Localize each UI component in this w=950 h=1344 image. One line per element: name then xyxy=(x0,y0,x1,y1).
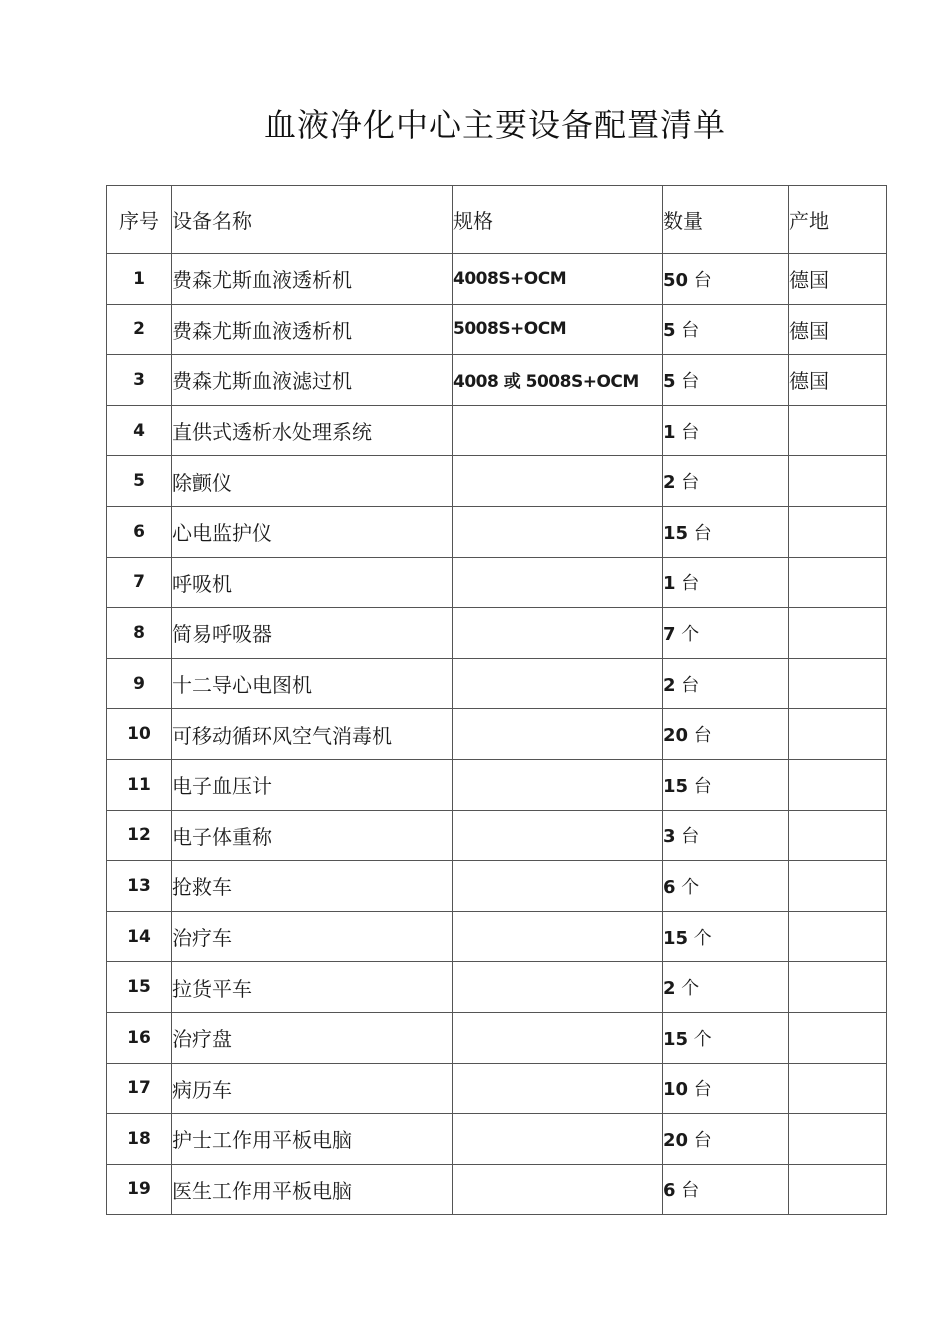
qty-unit: 台 xyxy=(693,1079,712,1101)
table-row xyxy=(107,709,887,760)
cell-qty xyxy=(663,810,789,861)
cell-qty xyxy=(663,355,789,406)
cell-name: 病历车 xyxy=(172,1063,453,1114)
cell-origin xyxy=(789,709,887,760)
cell-no: 5 xyxy=(107,456,172,507)
qty-unit: 台 xyxy=(681,370,700,392)
qty-number: 6 xyxy=(663,876,676,898)
cell-name: 抢救车 xyxy=(172,861,453,912)
cell-name: 拉货平车 xyxy=(172,962,453,1013)
cell-no: 13 xyxy=(107,861,172,912)
qty-unit: 台 xyxy=(681,320,700,342)
cell-name: 治疗盘 xyxy=(172,1012,453,1063)
cell-spec xyxy=(453,658,663,709)
table-row xyxy=(107,456,887,507)
cell-origin xyxy=(789,658,887,709)
cell-origin xyxy=(789,506,887,557)
cell-qty xyxy=(663,911,789,962)
qty-unit: 台 xyxy=(681,472,700,494)
table-body xyxy=(107,254,887,1215)
cell-origin xyxy=(789,557,887,608)
cell-spec xyxy=(453,1164,663,1215)
cell-name: 心电监护仪 xyxy=(172,506,453,557)
table-row xyxy=(107,405,887,456)
cell-name: 直供式透析水处理系统 xyxy=(172,405,453,456)
cell-origin xyxy=(789,759,887,810)
cell-origin: 德国 xyxy=(789,304,887,355)
table-row xyxy=(107,304,887,355)
cell-qty xyxy=(663,1164,789,1215)
table-row xyxy=(107,1063,887,1114)
qty-number: 6 xyxy=(663,1180,676,1202)
cell-name: 费森尤斯血液透析机 xyxy=(172,254,453,305)
cell-no: 8 xyxy=(107,608,172,659)
cell-name: 费森尤斯血液透析机 xyxy=(172,304,453,355)
table-row xyxy=(107,1012,887,1063)
header-name: 设备名称 xyxy=(172,186,453,254)
cell-no: 10 xyxy=(107,709,172,760)
cell-origin xyxy=(789,861,887,912)
qty-number: 15 xyxy=(663,775,689,797)
cell-qty xyxy=(663,405,789,456)
qty-number: 1 xyxy=(663,421,676,443)
cell-name: 医生工作用平板电脑 xyxy=(172,1164,453,1215)
cell-origin: 德国 xyxy=(789,254,887,305)
qty-unit: 台 xyxy=(681,1180,700,1202)
qty-unit: 台 xyxy=(693,269,712,291)
cell-spec xyxy=(453,456,663,507)
qty-number: 15 xyxy=(663,1028,689,1050)
qty-unit: 个 xyxy=(681,623,700,645)
cell-origin xyxy=(789,456,887,507)
cell-spec: 4008S+OCM xyxy=(453,254,663,305)
table-row xyxy=(107,557,887,608)
qty-unit: 台 xyxy=(681,826,700,848)
cell-origin xyxy=(789,608,887,659)
cell-no: 19 xyxy=(107,1164,172,1215)
qty-number: 5 xyxy=(663,320,676,342)
qty-unit: 台 xyxy=(693,775,712,797)
cell-spec xyxy=(453,1012,663,1063)
cell-spec xyxy=(453,1063,663,1114)
table-row xyxy=(107,658,887,709)
cell-spec xyxy=(453,405,663,456)
cell-qty xyxy=(663,557,789,608)
header-origin: 产地 xyxy=(789,186,887,254)
cell-spec xyxy=(453,810,663,861)
cell-no: 7 xyxy=(107,557,172,608)
qty-number: 5 xyxy=(663,370,676,392)
cell-qty xyxy=(663,962,789,1013)
cell-origin xyxy=(789,1164,887,1215)
cell-qty xyxy=(663,1114,789,1165)
header-no: 序号 xyxy=(107,186,172,254)
table-row xyxy=(107,810,887,861)
cell-origin xyxy=(789,962,887,1013)
cell-qty xyxy=(663,658,789,709)
header-qty: 数量 xyxy=(663,186,789,254)
qty-number: 20 xyxy=(663,1129,689,1151)
qty-unit: 个 xyxy=(693,927,712,949)
cell-spec xyxy=(453,1114,663,1165)
qty-number: 2 xyxy=(663,978,676,1000)
cell-origin xyxy=(789,810,887,861)
cell-spec xyxy=(453,759,663,810)
cell-no: 1 xyxy=(107,254,172,305)
qty-number: 7 xyxy=(663,623,676,645)
cell-name: 十二导心电图机 xyxy=(172,658,453,709)
cell-no: 6 xyxy=(107,506,172,557)
cell-name: 电子体重称 xyxy=(172,810,453,861)
cell-origin xyxy=(789,1012,887,1063)
cell-origin xyxy=(789,1063,887,1114)
cell-no: 18 xyxy=(107,1114,172,1165)
cell-qty xyxy=(663,759,789,810)
qty-unit: 台 xyxy=(693,522,712,544)
cell-spec: 4008 或 5008S+OCM xyxy=(453,355,663,406)
table-row xyxy=(107,759,887,810)
qty-number: 50 xyxy=(663,269,689,291)
cell-qty xyxy=(663,456,789,507)
qty-unit: 台 xyxy=(693,1129,712,1151)
cell-origin: 德国 xyxy=(789,355,887,406)
cell-spec xyxy=(453,861,663,912)
cell-qty xyxy=(663,709,789,760)
cell-qty xyxy=(663,861,789,912)
qty-number: 1 xyxy=(663,573,676,595)
equipment-table xyxy=(106,185,887,1215)
cell-no: 11 xyxy=(107,759,172,810)
cell-name: 可移动循环风空气消毒机 xyxy=(172,709,453,760)
table-row xyxy=(107,962,887,1013)
cell-name: 呼吸机 xyxy=(172,557,453,608)
header-row xyxy=(107,186,887,254)
qty-number: 2 xyxy=(663,674,676,696)
cell-name: 简易呼吸器 xyxy=(172,608,453,659)
qty-unit: 个 xyxy=(681,876,700,898)
qty-number: 15 xyxy=(663,927,689,949)
qty-number: 3 xyxy=(663,826,676,848)
table-row xyxy=(107,1164,887,1215)
cell-qty xyxy=(663,304,789,355)
cell-no: 12 xyxy=(107,810,172,861)
cell-no: 2 xyxy=(107,304,172,355)
cell-origin xyxy=(789,1114,887,1165)
cell-origin xyxy=(789,405,887,456)
cell-spec xyxy=(453,557,663,608)
qty-unit: 个 xyxy=(681,978,700,1000)
cell-no: 14 xyxy=(107,911,172,962)
qty-number: 15 xyxy=(663,522,689,544)
cell-origin xyxy=(789,911,887,962)
cell-no: 16 xyxy=(107,1012,172,1063)
qty-unit: 个 xyxy=(693,1028,712,1050)
cell-name: 治疗车 xyxy=(172,911,453,962)
cell-no: 15 xyxy=(107,962,172,1013)
qty-number: 20 xyxy=(663,725,689,747)
table-row xyxy=(107,355,887,406)
qty-unit: 台 xyxy=(681,674,700,696)
cell-spec xyxy=(453,709,663,760)
qty-unit: 台 xyxy=(681,573,700,595)
cell-name: 护士工作用平板电脑 xyxy=(172,1114,453,1165)
cell-spec: 5008S+OCM xyxy=(453,304,663,355)
qty-number: 10 xyxy=(663,1079,689,1101)
qty-number: 2 xyxy=(663,472,676,494)
table-row xyxy=(107,506,887,557)
table-row xyxy=(107,254,887,305)
table-row xyxy=(107,1114,887,1165)
table-row xyxy=(107,911,887,962)
cell-spec xyxy=(453,608,663,659)
cell-no: 3 xyxy=(107,355,172,406)
header-spec: 规格 xyxy=(453,186,663,254)
qty-unit: 台 xyxy=(693,725,712,747)
cell-qty xyxy=(663,1063,789,1114)
cell-no: 17 xyxy=(107,1063,172,1114)
cell-qty xyxy=(663,608,789,659)
document-title: 血液净化中心主要设备配置清单 xyxy=(263,106,726,144)
cell-name: 除颤仪 xyxy=(172,456,453,507)
table-row xyxy=(107,608,887,659)
cell-name: 电子血压计 xyxy=(172,759,453,810)
cell-spec xyxy=(453,911,663,962)
cell-qty xyxy=(663,1012,789,1063)
cell-name: 费森尤斯血液滤过机 xyxy=(172,355,453,406)
cell-qty xyxy=(663,506,789,557)
cell-qty xyxy=(663,254,789,305)
cell-no: 9 xyxy=(107,658,172,709)
cell-spec xyxy=(453,962,663,1013)
table-header xyxy=(107,186,887,254)
cell-no: 4 xyxy=(107,405,172,456)
qty-unit: 台 xyxy=(681,421,700,443)
cell-spec xyxy=(453,506,663,557)
table-row xyxy=(107,861,887,912)
